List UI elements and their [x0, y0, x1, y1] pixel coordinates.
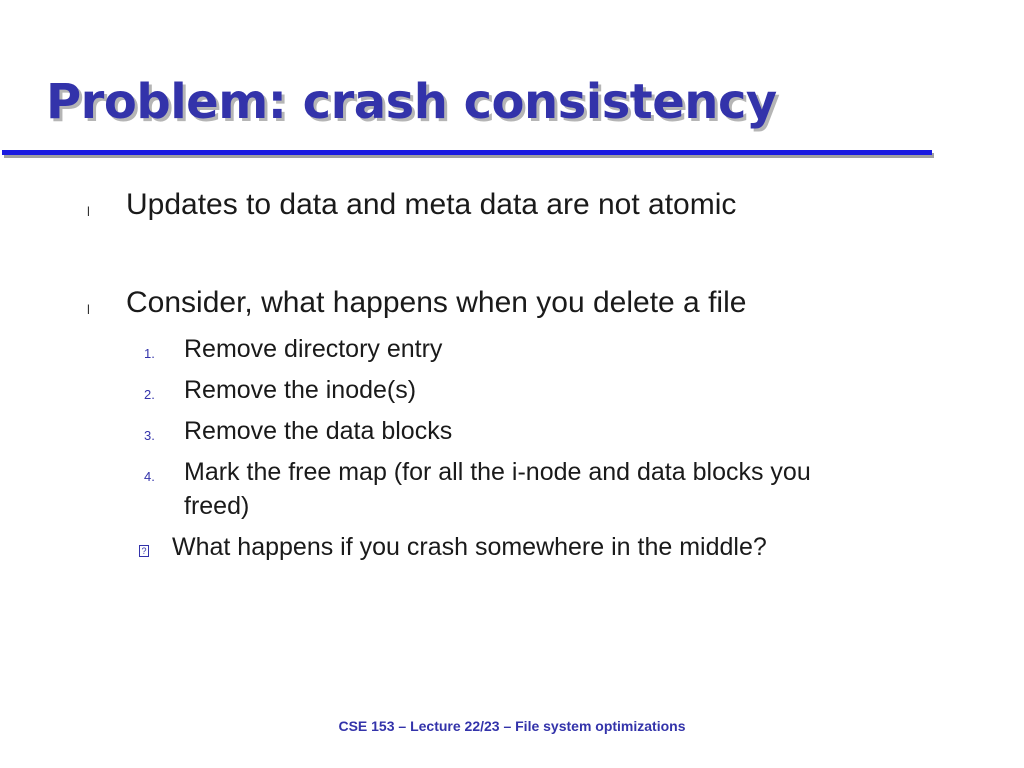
step-number: 4. [144, 469, 155, 484]
step-number: 1. [144, 346, 155, 361]
step-item [184, 373, 416, 407]
question-item [172, 530, 767, 564]
step-item [184, 332, 442, 366]
question-marker-icon: ? [139, 545, 149, 557]
bullet-marker: l [87, 302, 90, 317]
slide-footer: CSE 153 – Lecture 22/23 – File system optimizations [338, 718, 686, 734]
step-text: Remove directory entry [184, 335, 443, 363]
step-item [184, 414, 452, 448]
step-item-continuation [184, 489, 249, 523]
step-text: Mark the free map (for all the i-node and data blocks you [184, 458, 811, 486]
bullet-item [126, 188, 736, 222]
step-number: 3. [144, 428, 155, 443]
step-text-continuation: freed) [184, 492, 250, 520]
question-text: What happens if you crash somewhere in the middle? [172, 533, 767, 561]
title-underline [2, 150, 932, 155]
slide-title: Problem: crash consistency [46, 74, 777, 130]
bullet-text: Consider, what happens when you delete a file [126, 286, 747, 319]
bullet-text: Updates to data and meta data are not atomic [126, 188, 737, 221]
bullet-item [126, 286, 746, 320]
step-text: Remove the data blocks [184, 417, 453, 445]
step-item [184, 455, 811, 489]
step-number: 2. [144, 387, 155, 402]
step-text: Remove the inode(s) [184, 376, 417, 404]
bullet-marker: l [87, 204, 90, 219]
